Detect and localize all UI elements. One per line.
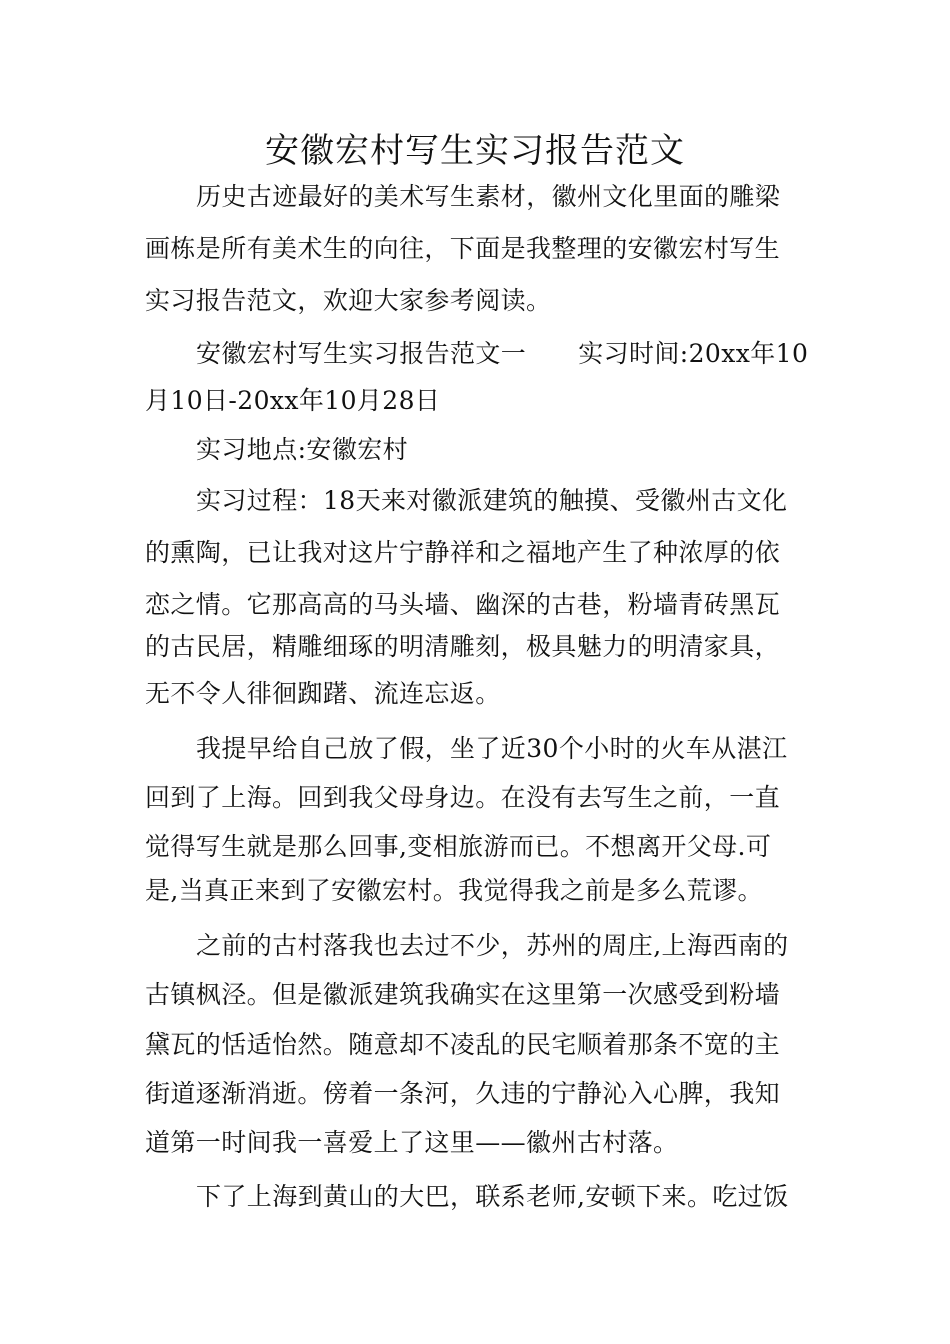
text-line: 我提早给自己放了假，坐了近30个小时的火车从湛江 [196, 734, 788, 763]
text-line: 无不令人徘徊踟躇、流连忘返。 [145, 679, 501, 708]
text-line: 回到了上海。回到我父母身边。在没有去写生之前，一直 [145, 783, 781, 812]
text-line: 下了上海到黄山的大巴，联系老师,安顿下来。吃过饭 [196, 1182, 789, 1211]
text-line: 觉得写生就是那么回事,变相旅游而已。不想离开父母.可 [145, 832, 772, 861]
text-line: 是,当真正来到了安徽宏村。我觉得我之前是多么荒谬。 [145, 876, 763, 905]
text-line: 街道逐渐消逝。傍着一条河，久违的宁静沁入心脾，我知 [145, 1079, 781, 1108]
text-line: 实习过程：18天来对徽派建筑的触摸、受徽州古文化 [196, 486, 788, 515]
text-line [196, 337, 808, 371]
section-heading: 安徽宏村写生实习报告范文一 [196, 339, 527, 368]
text-line: 实习报告范文，欢迎大家参考阅读。 [145, 286, 552, 315]
text-line: 画栋是所有美术生的向往，下面是我整理的安徽宏村写生 [145, 234, 781, 263]
text-line: 月10日-20xx年10月28日 [145, 386, 441, 415]
text-line: 的熏陶，已让我对这片宁静祥和之福地产生了种浓厚的依 [145, 538, 781, 567]
text-line: 恋之情。它那高高的马头墙、幽深的古巷，粉墙青砖黑瓦 [145, 590, 781, 619]
text-line: 实习地点:安徽宏村 [196, 435, 409, 464]
text-line: 的古民居，精雕细琢的明清雕刻，极具魅力的明清家具， [145, 632, 781, 661]
text-line: 道第一时间我一喜爱上了这里——徽州古村落。 [145, 1128, 679, 1157]
document-title: 安徽宏村写生实习报告范文 [265, 131, 685, 171]
text-line: 历史古迹最好的美术写生素材，徽州文化里面的雕梁 [196, 182, 781, 211]
text-line: 之前的古村落我也去过不少，苏州的周庄,上海西南的 [196, 931, 789, 960]
text-line: 黛瓦的恬适怡然。随意却不凌乱的民宅顺着那条不宽的主 [145, 1030, 781, 1059]
internship-time: 实习时间:20xx年10 [578, 339, 809, 368]
text-line: 古镇枫泾。但是徽派建筑我确实在这里第一次感受到粉墙 [145, 980, 781, 1009]
